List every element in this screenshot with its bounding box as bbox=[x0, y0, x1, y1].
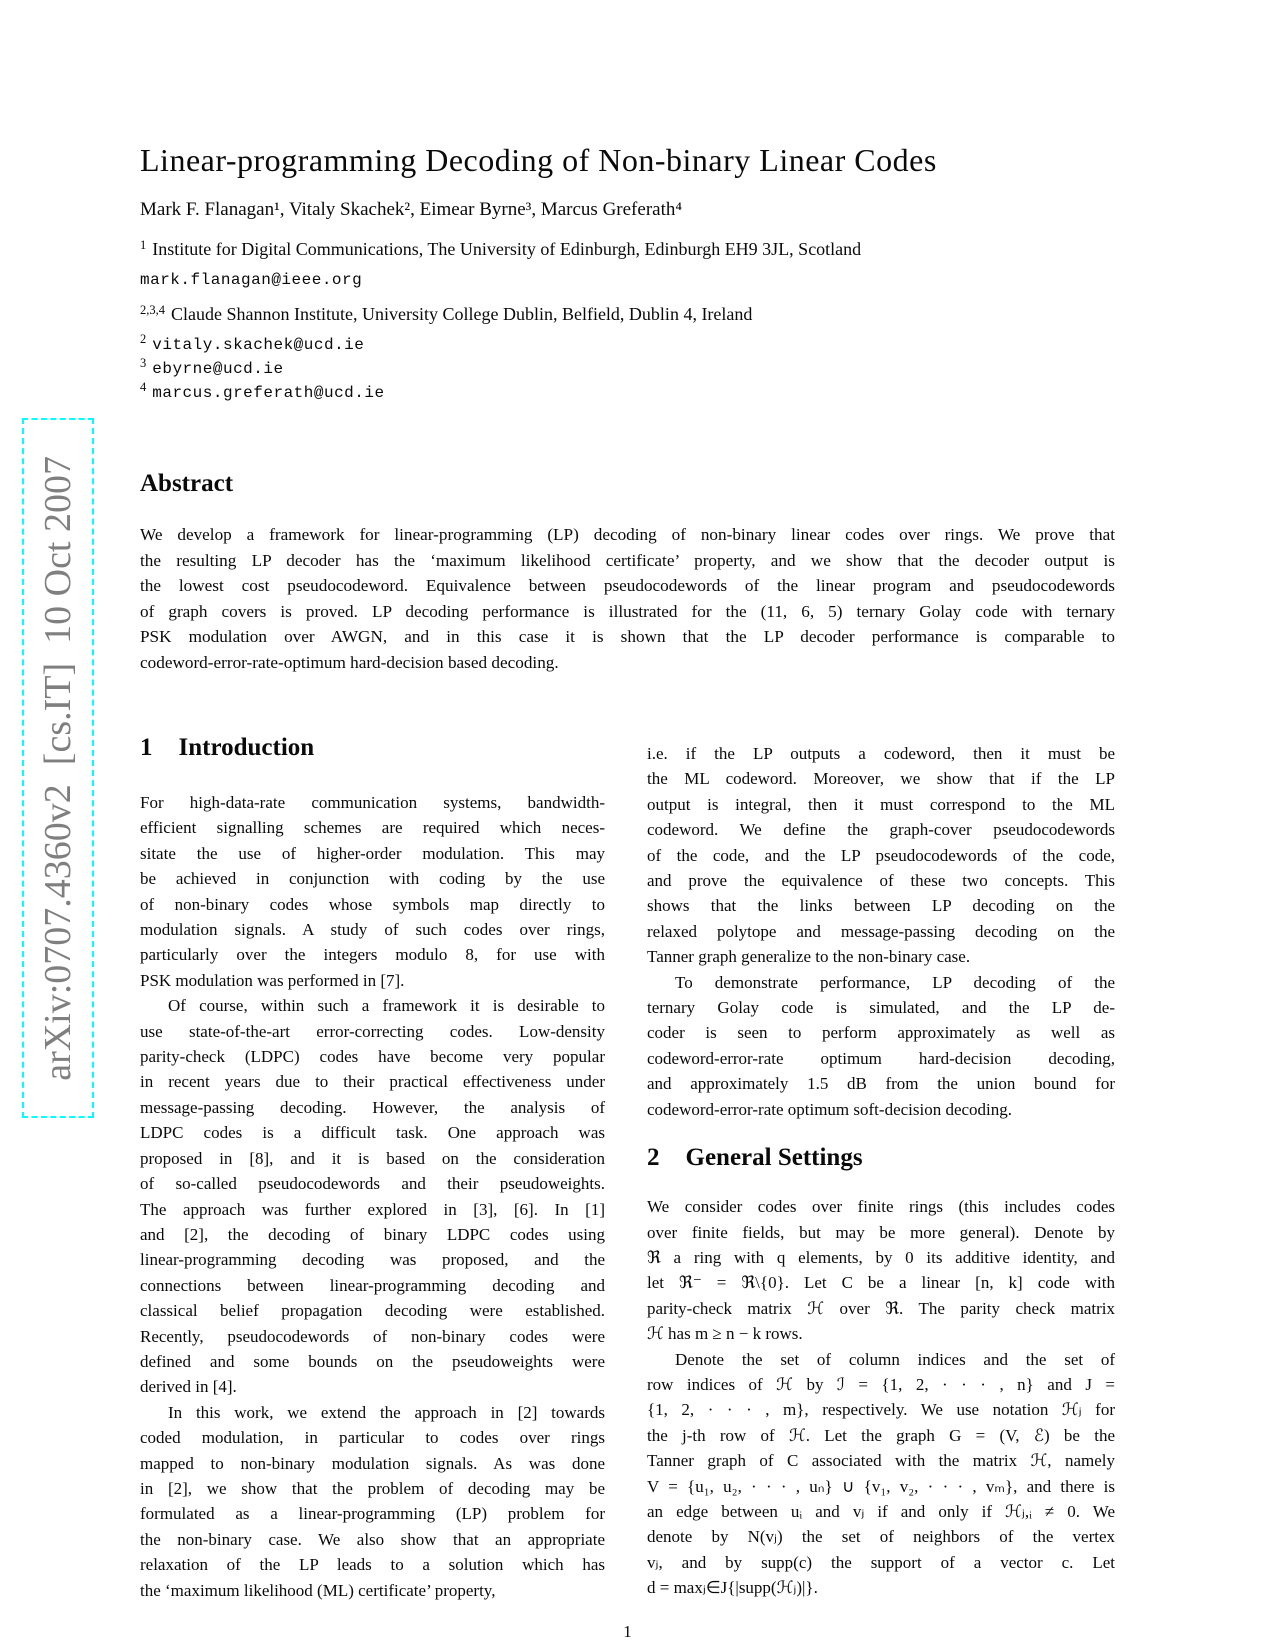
affiliation-2 bbox=[140, 304, 752, 325]
text-line: the ‘maximum likelihood (ML) certificate’ property, bbox=[140, 1580, 496, 1600]
general-settings-paragraph-2 bbox=[647, 1347, 1115, 1601]
text-line: the resulting LP decoder has the ‘maximum likelihood certificate’ property, and we show that the decoder output is bbox=[140, 550, 1115, 570]
text-line: shows that the links between LP decoding on the bbox=[647, 896, 1115, 916]
text-line: be achieved in conjunction with coding by the use bbox=[140, 869, 605, 889]
email-skachek-superscript: 2 bbox=[140, 332, 147, 346]
text-line: connections between linear-programming decoding and bbox=[140, 1275, 605, 1295]
email-byrne-address: ebyrne@ucd.ie bbox=[152, 360, 284, 378]
arxiv-watermark-text: arXiv:0707.4360v2 [cs.IT] 10 Oct 2007 bbox=[37, 455, 79, 1081]
text-line: the lowest cost pseudocodeword. Equivalence between pseudocodewords of the linear program and pseudocodewords bbox=[140, 576, 1115, 595]
text-line: relaxed polytope and message-passing decoding on the bbox=[647, 921, 1115, 941]
text-line: i.e. if the LP outputs a codeword, then it must be bbox=[647, 744, 1115, 763]
text-line: derived in [4]. bbox=[140, 1377, 237, 1397]
affiliation-2-superscript: 2,3,4 bbox=[140, 303, 165, 317]
text-line: In this work, we extend the approach in [2] towards bbox=[168, 1402, 605, 1422]
email-skachek bbox=[140, 333, 364, 354]
text-line: Of course, within such a framework it is desirable to bbox=[168, 996, 605, 1016]
text-line: the non-binary case. We also show that an appropriate bbox=[140, 1529, 605, 1549]
text-line: codeword. We define the graph-cover pseudocodewords bbox=[647, 820, 1115, 840]
text-line: codeword-error-rate-optimum hard-decision based decoding. bbox=[140, 652, 559, 672]
text-line: formulated as a linear-programming (LP) problem for bbox=[140, 1504, 605, 1524]
text-line: coded modulation, in particular to codes over rings bbox=[140, 1428, 605, 1448]
general-settings-paragraph-1 bbox=[647, 1194, 1115, 1346]
text-line: of so-called pseudocodewords and their pseudoweights. bbox=[140, 1174, 605, 1194]
section-2-title: General Settings bbox=[685, 1144, 863, 1172]
affiliation-1-superscript: 1 bbox=[140, 238, 147, 252]
page-number: 1 bbox=[623, 1622, 632, 1641]
text-line: parity-check (LDPC) codes have become very popular bbox=[140, 1047, 605, 1067]
text-line: of the code, and the LP pseudocodewords of the code, bbox=[647, 845, 1115, 865]
text-line: The approach was further explored in [3], [6]. In [1] bbox=[140, 1199, 605, 1219]
author-list: Mark F. Flanagan¹, Vitaly Skachek², Eimear Byrne³, Marcus Greferath⁴ bbox=[140, 199, 682, 220]
text-line: use state-of-the-art error-correcting codes. Low-density bbox=[140, 1021, 605, 1041]
text-line: V = {u₁, u₂, · · · , uₙ} ∪ {v₁, v₂, · · · , vₘ}, and there is bbox=[647, 1476, 1115, 1496]
section-1-number: 1 bbox=[140, 734, 153, 761]
abstract-heading: Abstract bbox=[140, 470, 234, 497]
text-line: in [2], we show that the problem of decoding may be bbox=[140, 1478, 605, 1498]
section-heading-introduction bbox=[140, 733, 605, 763]
email-skachek-address: vitaly.skachek@ucd.ie bbox=[152, 336, 365, 354]
text-line: {1, 2, · · · , m}, respectively. We use notation ℋⱼ for bbox=[647, 1400, 1115, 1420]
introduction-paragraph-3-continued bbox=[647, 741, 1115, 970]
section-1-title: Introduction bbox=[178, 734, 315, 761]
text-line: LDPC codes is a difficult task. One approach was bbox=[140, 1123, 605, 1143]
text-line: ℋ has m ≥ n − k rows. bbox=[647, 1324, 803, 1344]
text-line: Tanner graph generalize to the non-binary case. bbox=[647, 947, 971, 967]
text-line: coder is seen to perform approximately as well as bbox=[647, 1023, 1115, 1043]
text-line: ternary Golay code is simulated, and the LP de- bbox=[647, 998, 1115, 1018]
text-line: mapped to non-binary modulation signals. As was done bbox=[140, 1453, 605, 1473]
text-line: To demonstrate performance, LP decoding of the bbox=[675, 972, 1115, 992]
text-line: sitate the use of higher-order modulation. This may bbox=[140, 843, 605, 863]
affiliation-1 bbox=[140, 239, 861, 260]
abstract-text bbox=[140, 522, 1115, 675]
email-greferath-superscript: 4 bbox=[140, 380, 147, 394]
text-line: of non-binary codes whose symbols map directly to bbox=[140, 894, 605, 914]
introduction-paragraph-1 bbox=[140, 790, 605, 993]
email-greferath bbox=[140, 381, 385, 402]
text-line: relaxation of the LP leads to a solution which has bbox=[140, 1555, 605, 1575]
text-line: modulation signals. A study of such codes over rings, bbox=[140, 920, 605, 940]
text-line: denote by N(vⱼ) the set of neighbors of the vertex bbox=[647, 1527, 1115, 1547]
text-line: and prove the equivalence of these two concepts. This bbox=[647, 871, 1115, 891]
text-line: an edge between uᵢ and vⱼ if and only if ℋⱼ,ᵢ ≠ 0. We bbox=[647, 1501, 1115, 1521]
email-byrne-superscript: 3 bbox=[140, 356, 147, 370]
text-line: We develop a framework for linear-programming (LP) decoding of non-binary linear codes over rings. We prove that bbox=[140, 525, 1115, 544]
introduction-paragraph-2 bbox=[140, 993, 605, 1400]
text-line: Recently, pseudocodewords of non-binary codes were bbox=[140, 1326, 605, 1346]
text-line: in recent years due to their practical effectiveness under bbox=[140, 1072, 605, 1092]
text-line: linear-programming decoding was proposed, and the bbox=[140, 1250, 605, 1270]
text-line: the j-th row of ℋ. Let the graph G = (V, ℰ) be the bbox=[647, 1425, 1115, 1445]
text-line: and approximately 1.5 dB from the union bound for bbox=[647, 1074, 1115, 1094]
text-line: We consider codes over finite rings (this includes codes bbox=[647, 1197, 1115, 1217]
text-line: the ML codeword. Moreover, we show that if the LP bbox=[647, 769, 1115, 789]
text-line: Denote the set of column indices and the set of bbox=[675, 1349, 1115, 1369]
text-line: parity-check matrix ℋ over ℜ. The parity check matrix bbox=[647, 1298, 1115, 1318]
text-line: row indices of ℋ by ℐ = {1, 2, · · · , n} and J = bbox=[647, 1374, 1115, 1394]
text-line: Tanner graph of C associated with the matrix ℋ, namely bbox=[647, 1451, 1115, 1471]
paper-title: Linear-programming Decoding of Non-binary Linear Codes bbox=[140, 142, 937, 178]
affiliation-2-text: Claude Shannon Institute, University College Dublin, Belfield, Dublin 4, Ireland bbox=[171, 304, 753, 324]
text-line: d = maxⱼ∈J{|supp(ℋⱼ)|}. bbox=[647, 1578, 818, 1598]
text-line: defined and some bounds on the pseudoweights were bbox=[140, 1351, 605, 1371]
text-line: codeword-error-rate optimum soft-decision decoding. bbox=[647, 1099, 1013, 1119]
text-line: ℜ a ring with q elements, by 0 its additive identity, and bbox=[647, 1247, 1115, 1267]
email-greferath-address: marcus.greferath@ucd.ie bbox=[152, 384, 385, 402]
text-line: output is integral, then it must correspond to the ML bbox=[647, 794, 1115, 814]
email-byrne bbox=[140, 357, 284, 378]
section-heading-general-settings bbox=[647, 1143, 1115, 1173]
text-line: PSK modulation over AWGN, and in this case it is shown that the LP decoder performance is comparable to bbox=[140, 627, 1115, 646]
arxiv-watermark-link[interactable] bbox=[22, 418, 94, 1118]
text-line: over finite fields, but may be more general). Denote by bbox=[647, 1222, 1115, 1242]
email-flanagan bbox=[140, 268, 362, 289]
section-2-number: 2 bbox=[647, 1144, 660, 1172]
text-line: PSK modulation was performed in [7]. bbox=[140, 970, 405, 990]
affiliation-1-text: Institute for Digital Communications, The University of Edinburgh, Edinburgh EH9 3JL, Scotland bbox=[152, 239, 862, 259]
text-line: and [2], the decoding of binary LDPC codes using bbox=[140, 1224, 605, 1244]
text-line: of graph covers is proved. LP decoding performance is illustrated for the (11, 6, 5) ternary Golay code with ternary bbox=[140, 601, 1115, 621]
text-line: message-passing decoding. However, the analysis of bbox=[140, 1097, 605, 1117]
email-flanagan-address: mark.flanagan@ieee.org bbox=[140, 271, 363, 289]
text-line: classical belief propagation decoding were established. bbox=[140, 1301, 605, 1321]
text-line: For high-data-rate communication systems, bandwidth- bbox=[140, 793, 605, 812]
text-line: let ℜ⁻ = ℜ\{0}. Let C be a linear [n, k] code with bbox=[647, 1273, 1115, 1293]
text-line: efficient signalling schemes are required which neces- bbox=[140, 818, 605, 838]
left-column bbox=[140, 733, 605, 1603]
text-line: codeword-error-rate optimum hard-decision decoding, bbox=[647, 1048, 1115, 1068]
introduction-paragraph-4 bbox=[647, 970, 1115, 1122]
text-line: particularly over the integers modulo 8, for use with bbox=[140, 945, 605, 965]
right-column bbox=[647, 741, 1115, 1601]
text-line: vⱼ, and by supp(c) the support of a vector c. Let bbox=[647, 1552, 1115, 1572]
introduction-paragraph-3 bbox=[140, 1400, 605, 1603]
text-line: proposed in [8], and it is based on the consideration bbox=[140, 1148, 605, 1168]
